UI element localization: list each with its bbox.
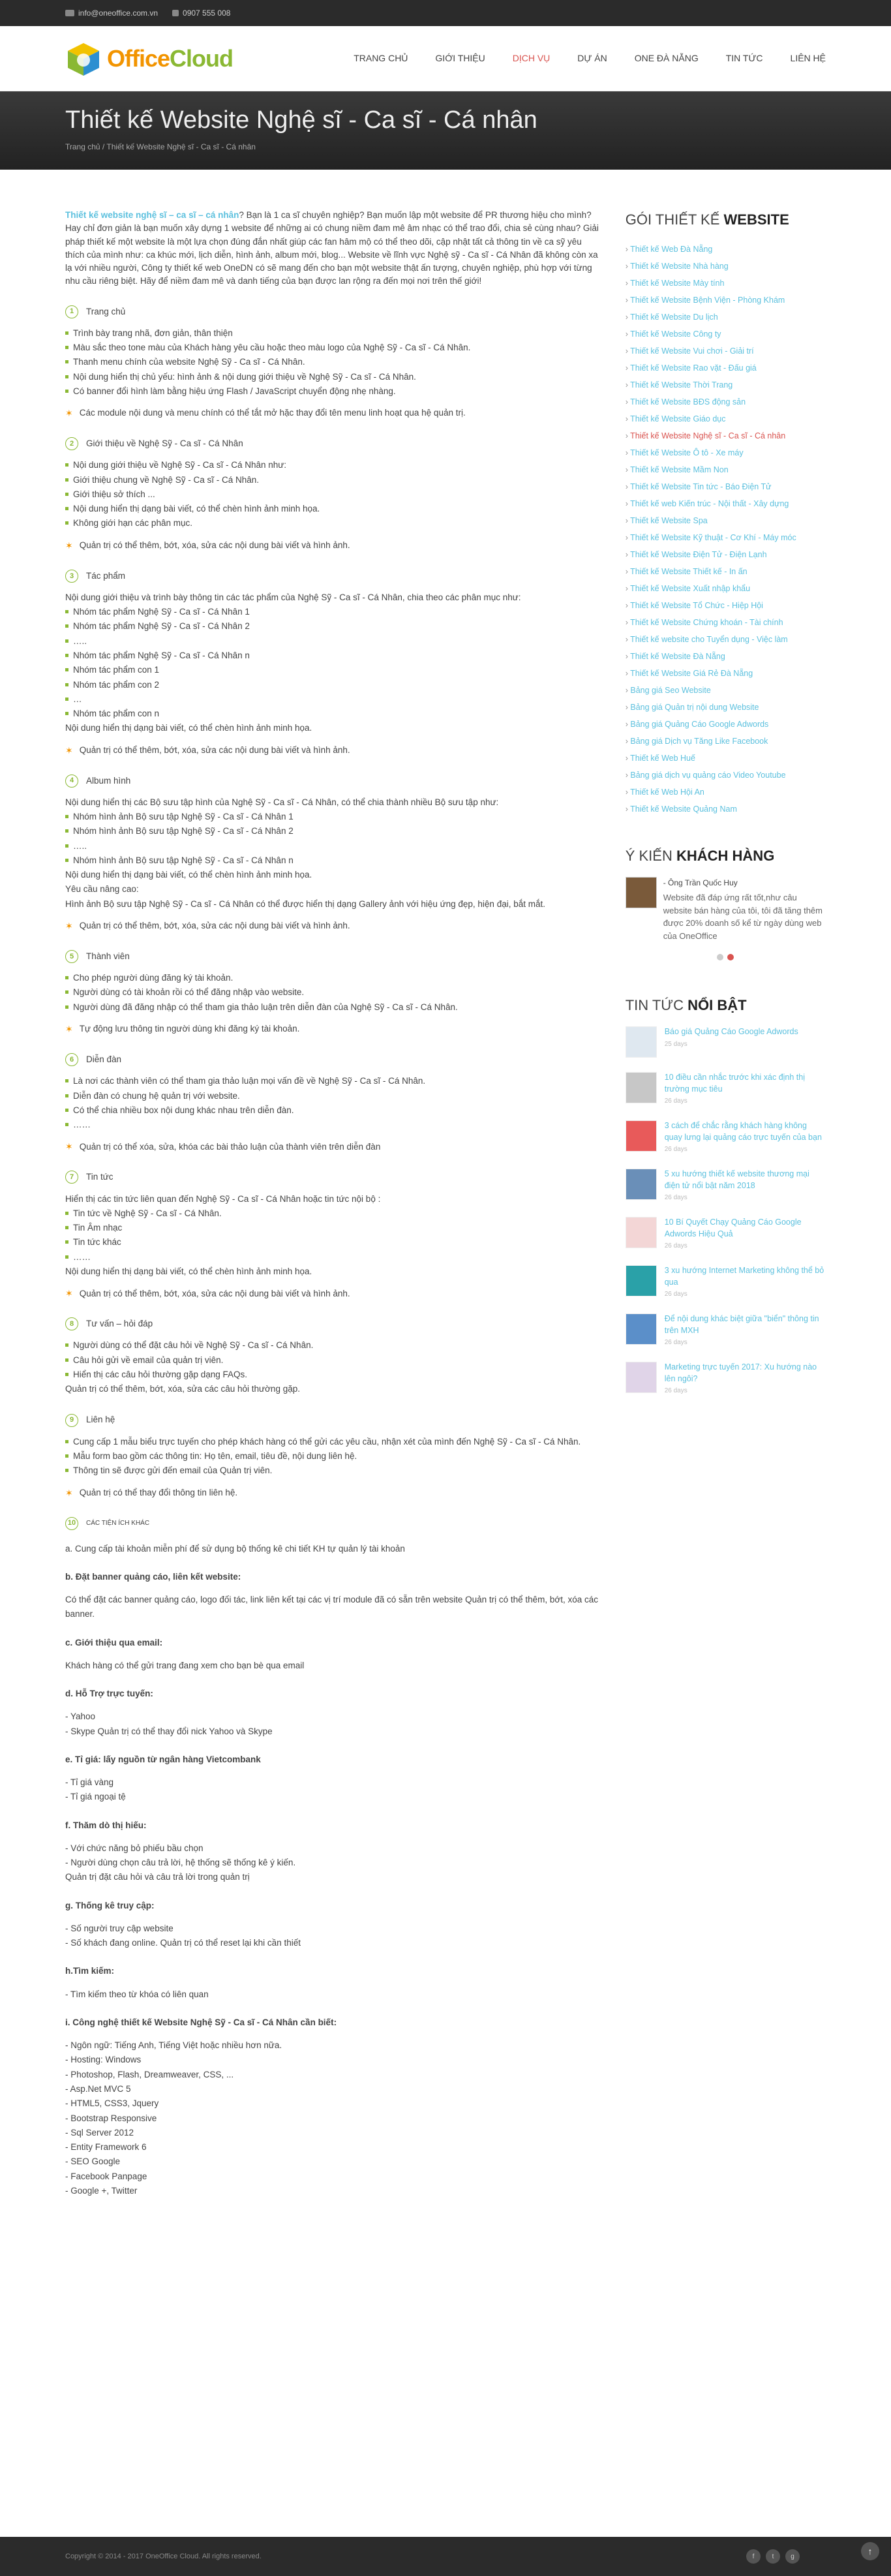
extra-line: - Số khách đang online. Quản trị có thể reset lại khi cần thiết <box>65 1938 301 1948</box>
news-title[interactable]: 3 xu hướng Internet Marketing không thể bỏ qua <box>664 1266 824 1287</box>
section-header <box>65 1413 602 1426</box>
sidebar-link[interactable]: › Thiết kế website cho Tuyển dụng - Việc làm <box>626 631 826 648</box>
section-list <box>65 605 602 721</box>
section-5 <box>65 950 602 1036</box>
section-6 <box>65 1053 602 1154</box>
list-item: Nội dung giới thiệu về Nghệ Sỹ - Ca sĩ - Cá Nhân như: <box>65 458 602 472</box>
nav-item[interactable]: TIN TỨC <box>725 53 763 63</box>
sidebar-link[interactable]: › Thiết kế Website Công ty <box>626 326 826 343</box>
list-item: Trình bày trang nhã, đơn giản, thân thiện <box>65 326 602 341</box>
sidebar-link[interactable]: › Thiết kế Website Quảng Nam <box>626 801 826 818</box>
list-item: Nội dung hiển thị chủ yếu: hình ảnh & nội dung giới thiệu về Nghệ Sỹ - Ca sĩ - Cá Nhân. <box>65 370 602 384</box>
note-text: Quản trị có thể thêm, bớt, xóa, sửa các nội dung bài viết và hình ảnh. <box>79 540 350 551</box>
admin-note <box>65 1022 602 1036</box>
section-number: 6 <box>65 1053 78 1066</box>
extra-line: - Photoshop, Flash, Dreamweaver, CSS, ... <box>65 2069 234 2079</box>
extra-line: - Skype Quản trị có thể thay đổi nick Yahoo và Skype <box>65 1726 273 1736</box>
section-header <box>65 305 602 318</box>
list-item: Màu sắc theo tone màu của Khách hàng yêu cầu hoặc theo màu logo của Nghệ Sỹ - Ca sĩ - Cá Nhân. <box>65 341 602 355</box>
extra-line: - Người dùng chọn câu trả lời, hệ thống sẽ thống kê ý kiến. <box>65 1858 296 1868</box>
nav-item[interactable]: DỰ ÁN <box>577 53 607 63</box>
news-thumbnail <box>626 1313 657 1345</box>
list-item: Tin Âm nhạc <box>65 1221 602 1235</box>
list-item: Có thể chia nhiều box nội dung khác nhau trên diễn đàn. <box>65 1103 602 1118</box>
sidebar-link[interactable]: › Thiết kế Website Mầm Non <box>626 461 826 478</box>
section-title: Tin tức <box>86 1172 113 1182</box>
list-item: Nhóm tác phẩm Nghệ Sỹ - Ca sĩ - Cá Nhân 2 <box>65 619 602 634</box>
list-item: Mẫu form bao gồm các thông tin: Họ tên, email, tiêu đề, nội dung liên hệ. <box>65 1449 602 1464</box>
section-title: CÁC TIỆN ÍCH KHÁC <box>86 1520 150 1527</box>
news-item[interactable] <box>626 1362 826 1396</box>
extra-line: - Entity Framework 6 <box>65 2142 147 2153</box>
extra-line: - SEO Google <box>65 2156 121 2167</box>
sidebar-link[interactable]: › Thiết kế Website Thiết kế - In ấn <box>626 563 826 580</box>
extra-line: - Tỉ giá ngoại tệ <box>65 1792 126 1802</box>
extra-heading: g. Thống kê truy cập: <box>65 1900 155 1910</box>
list-item: Nhóm tác phẩm con 2 <box>65 678 602 692</box>
news-thumbnail <box>626 1265 657 1296</box>
testimonial-title: Ý KIẾN KHÁCH HÀNG <box>625 848 775 864</box>
section-2 <box>65 437 602 553</box>
news-thumbnail <box>626 1072 657 1103</box>
list-item: Nhóm hình ảnh Bộ sưu tập Nghệ Sỹ - Ca sĩ - Cá Nhân n <box>65 853 602 868</box>
section-text: Hình ảnh Bộ sưu tập Nghệ Sỹ - Ca sĩ - Cá Nhân có thể được hiển thị dạng Gallery ảnh với hiệu ứng đẹp, hiện đại, bắt mắt. <box>65 898 545 909</box>
section-title: Tác phẩm <box>86 570 126 581</box>
sidebar-link[interactable]: › Thiết kế Website Mày tính <box>626 275 826 292</box>
admin-note <box>65 1486 602 1500</box>
section-text: Nội dung hiển thị dạng bài viết, có thể chèn hình ảnh minh họa. <box>65 870 312 880</box>
news-item[interactable] <box>626 1313 826 1347</box>
news-item[interactable] <box>626 1265 826 1299</box>
google-plus-icon[interactable]: g <box>785 2549 800 2564</box>
news-date: 26 days <box>664 1291 687 1298</box>
phone-icon <box>172 10 179 16</box>
extra-heading: b. Đặt banner quảng cáo, liên kết website: <box>65 1571 241 1582</box>
extra-line: - Yahoo <box>65 1711 96 1722</box>
cube-logo-icon <box>65 40 102 77</box>
sidebar-link[interactable]: › Thiết kế Website Rao vặt - Đấu giá <box>626 360 826 376</box>
extra-line: - Tìm kiếm theo từ khóa có liên quan <box>65 1989 209 1999</box>
section-3 <box>65 570 602 758</box>
news-item[interactable] <box>626 1217 826 1251</box>
extra-line: - Số người truy cập website <box>65 1923 174 1933</box>
facebook-icon[interactable]: f <box>746 2549 761 2564</box>
section-title: Giới thiệu về Nghệ Sỹ - Ca sĩ - Cá Nhân <box>86 438 243 449</box>
list-item: Không giới hạn các phân mục. <box>65 516 602 530</box>
sidebar-link[interactable]: › Thiết kế Website Nghệ sĩ - Ca sĩ - Cá nhân <box>626 427 826 444</box>
news-thumbnail <box>626 1169 657 1200</box>
news-item[interactable] <box>626 1072 826 1106</box>
section-list <box>65 1338 602 1382</box>
mail-icon <box>65 10 74 16</box>
extra-line: Khách hàng có thể gửi trang đang xem cho bạn bè qua email <box>65 1660 305 1670</box>
extra-heading: c. Giới thiệu qua email: <box>65 1637 163 1648</box>
list-item: Giới thiệu chung về Nghệ Sỹ - Ca sĩ - Cá Nhân. <box>65 473 602 487</box>
section-header <box>65 1053 602 1066</box>
section-header <box>65 1171 602 1184</box>
news-title[interactable]: Để nội dung khác biệt giữa "biển" thông tin trên MXH <box>664 1314 819 1335</box>
extra-heading: d. Hỗ Trợ trực tuyến: <box>65 1689 153 1699</box>
star-icon: ✶ <box>65 1288 73 1299</box>
sidebar-link[interactable]: › Thiết kế Website BĐS động sản <box>626 393 826 410</box>
list-item: Nhóm tác phẩm con n <box>65 707 602 721</box>
extra-heading: h.Tìm kiếm: <box>65 1966 115 1976</box>
breadcrumb[interactable]: Trang chủ / Thiết kế Website Nghệ sĩ - Ca sĩ - Cá nhân <box>65 142 256 151</box>
section-number: 9 <box>65 1414 78 1427</box>
section-title: Liên hệ <box>86 1415 115 1425</box>
nav-item[interactable]: GIỚI THIỆU <box>435 53 485 63</box>
page-title: Thiết kế Website Nghệ sĩ - Ca sĩ - Cá nhân <box>65 106 537 134</box>
list-item: Cho phép người dùng đăng ký tài khoản. <box>65 971 602 985</box>
page-banner <box>0 91 891 170</box>
section-text: Quản trị có thể thêm, bớt, xóa, sửa các câu hỏi thường gặp. <box>65 1384 300 1394</box>
news-date: 26 days <box>664 1146 687 1153</box>
section-header <box>65 950 602 963</box>
list-item: Tin tức về Nghệ Sỹ - Ca sĩ - Cá Nhân. <box>65 1206 602 1221</box>
section-text: Yêu cầu nâng cao: <box>65 884 139 895</box>
star-icon: ✶ <box>65 920 73 931</box>
extra-line: - Với chức năng bỏ phiếu bầu chọn <box>65 1843 204 1853</box>
section-list <box>65 1074 602 1132</box>
list-item: … <box>65 692 602 707</box>
list-item: Người dùng có thể đặt câu hỏi về Nghệ Sỹ - Ca sĩ - Cá Nhân. <box>65 1338 602 1353</box>
list-item: Hiển thị các câu hỏi thường gặp dạng FAQs. <box>65 1368 602 1382</box>
list-item: Nhóm tác phẩm Nghệ Sỹ - Ca sĩ - Cá Nhân n <box>65 649 602 663</box>
topbar-email[interactable]: info@oneoffice.com.vn <box>65 7 158 19</box>
sidebar-link[interactable]: › Thiết kế Website Giá Rẻ Đà Nẵng <box>626 665 826 682</box>
news-thumbnail <box>626 1026 657 1058</box>
sidebar-link[interactable]: › Thiết kế Website Thời Trang <box>626 376 826 393</box>
sidebar-link[interactable]: › Thiết kế Website Tin tức - Báo Điện Tử <box>626 478 826 495</box>
admin-note <box>65 406 602 420</box>
list-item: Người dùng có tài khoản rồi có thể đăng nhập vào website. <box>65 985 602 1000</box>
section-list <box>65 1206 602 1265</box>
news-date: 26 days <box>664 1194 687 1201</box>
news-item[interactable] <box>626 1169 826 1203</box>
list-item: Nhóm tác phẩm Nghệ Sỹ - Ca sĩ - Cá Nhân 1 <box>65 605 602 619</box>
sidebar-link[interactable]: › Thiết kế Website Kỹ thuật - Cơ Khí - Máy móc <box>626 529 826 546</box>
sidebar-title: GÓI THIẾT KẾ WEBSITE <box>625 211 789 228</box>
extra-heading: i. Công nghệ thiết kế Website Nghệ Sỹ - Ca sĩ - Cá Nhân cần biết: <box>65 2017 337 2027</box>
site-header <box>0 26 891 91</box>
sidebar-link[interactable]: › Thiết kế Website Xuất nhập khẩu <box>626 580 826 597</box>
section-text: Nội dung giới thiệu và trình bày thông tin các tác phẩm của Nghệ Sỹ - Ca sĩ - Cá Nhân, chia theo các phân mục như: <box>65 592 521 602</box>
note-text: Quản trị có thể thay đổi thông tin liên hệ. <box>79 1487 238 1497</box>
extra-line: - Sql Server 2012 <box>65 2127 134 2138</box>
sidebar-link[interactable]: › Thiết kế Website Chứng khoán - Tài chính <box>626 614 826 631</box>
sidebar-link[interactable]: › Thiết kế Website Ô tô - Xe máy <box>626 444 826 461</box>
section-8 <box>65 1317 602 1396</box>
news-item[interactable] <box>626 1026 826 1058</box>
list-item: …… <box>65 1250 602 1265</box>
extra-line: - Ngôn ngữ: Tiếng Anh, Tiếng Việt hoặc nhiều hơn nữa. <box>65 2040 282 2051</box>
star-icon: ✶ <box>65 1487 73 1498</box>
nav-item[interactable]: ONE ĐÀ NẴNG <box>634 53 699 63</box>
admin-note <box>65 1140 602 1154</box>
news-item[interactable] <box>626 1120 826 1154</box>
note-text: Quản trị có thể thêm, bớt, xóa, sửa các nội dung bài viết và hình ảnh. <box>79 1288 350 1298</box>
extra-heading: f. Thăm dò thị hiếu: <box>65 1820 147 1830</box>
section-10 <box>65 1517 602 1530</box>
news-title[interactable]: 10 điều cần nhắc trước khi xác định thị trường mục tiêu <box>664 1073 806 1094</box>
list-item: Thông tin sẽ được gửi đến email của Quản trị viên. <box>65 1464 602 1478</box>
section-number: 7 <box>65 1171 78 1184</box>
carousel-dots <box>626 954 826 960</box>
extra-line: a. Cung cấp tài khoản miễn phí để sử dụng bộ thống kê chi tiết KH tự quản lý tài khoản <box>65 1543 405 1554</box>
section-9 <box>65 1413 602 1499</box>
extra-line: - Tỉ giá vàng <box>65 1777 114 1788</box>
news-thumbnail <box>626 1120 657 1152</box>
sidebar-link[interactable]: › Thiết kế Website Tổ Chức - Hiệp Hội <box>626 597 826 614</box>
package-links <box>626 241 826 818</box>
main-nav <box>354 52 826 65</box>
sidebar-link[interactable]: › Thiết kế Web Đà Nẵng <box>626 241 826 258</box>
star-icon: ✶ <box>65 1023 73 1034</box>
extra-line: - Google +, Twitter <box>65 2185 138 2196</box>
section-header <box>65 437 602 450</box>
news-title: TIN TỨC NỔI BẬT <box>625 997 747 1013</box>
list-item: …… <box>65 1118 602 1132</box>
sidebar-link[interactable]: › Thiết kế Website Nhà hàng <box>626 258 826 275</box>
sidebar-link[interactable]: › Bảng giá dịch vụ quảng cáo Video Youtube <box>626 767 826 784</box>
sidebar-link[interactable]: › Thiết kế Website Du lịch <box>626 309 826 326</box>
section-number: 5 <box>65 950 78 963</box>
list-item: Là nơi các thành viên có thể tham gia thảo luận mọi vấn đề về Nghệ Sỹ - Ca sĩ - Cá Nhân. <box>65 1074 602 1088</box>
sidebar-link[interactable]: › Bảng giá Dịch vụ Tăng Like Facebook <box>626 733 826 750</box>
section-list <box>65 810 602 868</box>
news-title[interactable]: Marketing trực tuyến 2017: Xu hướng nào lên ngôi? <box>664 1362 817 1383</box>
carousel-dot[interactable] <box>717 954 723 960</box>
news-date: 25 days <box>664 1040 687 1048</box>
nav-item[interactable]: LIÊN HỆ <box>790 53 826 63</box>
extra-line: - Hosting: Windows <box>65 2055 142 2065</box>
section-title: Album hình <box>86 775 131 786</box>
footer <box>0 2537 891 2576</box>
admin-note <box>65 539 602 553</box>
extra-line: - Bootstrap Responsive <box>65 2113 157 2123</box>
section-title: Diễn đàn <box>86 1054 122 1064</box>
section-list <box>65 326 602 399</box>
sidebar-link[interactable]: › Thiết kế Website Bệnh Viện - Phòng Khám <box>626 292 826 309</box>
list-item: Câu hỏi gửi về email của quản trị viên. <box>65 1353 602 1368</box>
news-title[interactable]: 10 Bí Quyết Chạy Quảng Cáo Google Adwords Hiệu Quả <box>664 1218 802 1238</box>
sidebar-link[interactable]: › Thiết kế web Kiến trúc - Nội thất - Xây dựng <box>626 495 826 512</box>
nav-item[interactable]: DỊCH VỤ <box>512 53 551 63</box>
news-title[interactable]: 3 cách để chắc rằng khách hàng không quay lưng lại quảng cáo trực tuyến của bạn <box>664 1121 822 1142</box>
sidebar-link[interactable]: › Thiết kế Website Điện Tử - Điện Lạnh <box>626 546 826 563</box>
section-number: 10 <box>65 1517 78 1530</box>
list-item: Nhóm hình ảnh Bộ sưu tập Nghệ Sỹ - Ca sĩ - Cá Nhân 2 <box>65 824 602 838</box>
testimonial <box>626 845 826 960</box>
section-list <box>65 1435 602 1479</box>
news-date: 26 days <box>664 1339 687 1346</box>
news-title[interactable]: Báo giá Quảng Cáo Google Adwords <box>664 1027 798 1036</box>
section-text: Hiển thị các tin tức liên quan đến Nghệ Sỹ - Ca sĩ - Cá Nhân hoặc tin tức nội bộ : <box>65 1193 381 1204</box>
section-number: 3 <box>65 570 78 583</box>
featured-news <box>626 994 826 1396</box>
sidebar-link[interactable]: › Bảng giá Quảng Cáo Google Adwords <box>626 716 826 733</box>
extra-line: - Facebook Panpage <box>65 2171 147 2181</box>
section-number: 1 <box>65 305 78 318</box>
admin-note <box>65 1287 602 1300</box>
top-bar <box>0 0 891 26</box>
sidebar-link[interactable]: › Bảng giá Seo Website <box>626 682 826 699</box>
nav-item[interactable]: TRANG CHỦ <box>354 53 408 63</box>
star-icon: ✶ <box>65 744 73 756</box>
sidebar-link[interactable]: › Thiết kế Web Huế <box>626 750 826 767</box>
admin-note <box>65 744 602 758</box>
list-item: Người dùng đã đăng nhập có thể tham gia thảo luận trên diễn đàn của Nghệ Sỹ - Ca sĩ - Cá Nhân. <box>65 1000 602 1015</box>
section-number: 2 <box>65 437 78 450</box>
list-item: ….. <box>65 634 602 649</box>
list-item: Cung cấp 1 mẫu biểu trực tuyến cho phép khách hàng có thể gửi các yêu cầu, nhận xét của mình đến Nghệ Sỹ - Ca sĩ - Cá Nhân. <box>65 1435 602 1449</box>
news-date: 26 days <box>664 1242 687 1250</box>
list-item: Có banner đổi hình làm bằng hiệu ứng Flash / JavaScript chuyển động nhẹ nhàng. <box>65 384 602 399</box>
extra-line: - HTML5, CSS3, Jquery <box>65 2098 159 2109</box>
section-list <box>65 971 602 1015</box>
section-header <box>65 1317 602 1330</box>
list-item: Nội dung hiển thị dạng bài viết, có thể chèn hình ảnh minh họa. <box>65 502 602 516</box>
sidebar-link[interactable]: › Thiết kế Website Giáo dục <box>626 410 826 427</box>
sidebar-link[interactable]: › Bảng giá Quản trị nội dung Website <box>626 699 826 716</box>
main-content <box>65 209 602 2198</box>
section-title: Trang chủ <box>86 306 126 316</box>
extra-line: - Asp.Net MVC 5 <box>65 2084 131 2094</box>
copyright: Copyright © 2014 - 2017 OneOffice Cloud. All rights reserved. <box>65 2552 262 2560</box>
sidebar-link[interactable]: › Thiết kế Website Vui chơi - Giải trí <box>626 343 826 360</box>
section-text: Nội dung hiển thị dạng bài viết, có thể chèn hình ảnh minh họa. <box>65 723 312 733</box>
section-text: Nội dung hiển thị dạng bài viết, có thể chèn hình ảnh minh họa. <box>65 1266 312 1276</box>
note-text: Quản trị có thể thêm, bớt, xóa, sửa các nội dung bài viết và hình ảnh. <box>79 921 350 931</box>
news-date: 26 days <box>664 1387 687 1394</box>
note-text: Tự động lưu thông tin người dùng khi đăng ký tài khoản. <box>79 1024 300 1034</box>
section-header <box>65 774 602 788</box>
avatar <box>626 877 657 908</box>
list-item: Giới thiệu sở thích ... <box>65 487 602 502</box>
intro-paragraph: Thiết kế website nghệ sĩ – ca sĩ – cá nhân? Bạn là 1 ca sĩ chuyên nghiệp? Bạn muốn lập một website để PR thương hiệu cho mình? Hay chỉ đơn giản là bạn muốn xây dựng 1 website để những ai có chung niềm đam mê âm nhạc có thể trao đổi, chia sẻ cùng nhau? Giải pháp thiết kế một website là một lựa chọn đúng đắn nhất giúp các fan hâm mộ có thể theo dõi, cập nhật tất cả thông tin về ca sỹ yêu thích của mình như: ca khúc mới, lịch diễn, hình ảnh, album mới, blog... Website về lĩnh vực Nghệ sỹ - Ca sĩ - Cá Nhân đã không còn xa lạ với nhiều người, Công ty thiết kế web OneDN có sẽ mang đến cho bạn một website thật ấn tượng, chuyên nghiệp, phù hợp với từng nhu cầu riêng biệt. Hãy để niềm đam mê và danh tiếng của bạn được lan rộng ra đến mọi nơi trên thế giới! <box>65 210 599 286</box>
logo-text: OfficeCloud <box>107 44 234 72</box>
list-item: Diễn đàn có chung hệ quản trị với website. <box>65 1089 602 1103</box>
extra-line: Có thể đặt các banner quảng cáo, logo đối tác, link liên kết tại các vị trí module đã có sẵn trên website Quản trị có thể thêm, bớt, xóa các banner. <box>65 1595 599 1619</box>
section-number: 4 <box>65 774 78 788</box>
list-item: Thanh menu chính của website Nghệ Sỹ - Ca sĩ - Cá Nhân. <box>65 355 602 369</box>
extra-line: Quản trị đặt câu hỏi và câu trả lời trong quản trị <box>65 1872 250 1882</box>
list-item: Nhóm hình ảnh Bộ sưu tập Nghệ Sỹ - Ca sĩ - Cá Nhân 1 <box>65 810 602 824</box>
section-list <box>65 458 602 530</box>
section-1 <box>65 305 602 421</box>
star-icon: ✶ <box>65 540 73 551</box>
sidebar <box>626 209 826 2198</box>
logo[interactable] <box>65 40 233 77</box>
topbar-phone[interactable]: 0907 555 008 <box>172 7 230 19</box>
back-to-top-button[interactable]: ↑ <box>861 2542 879 2560</box>
news-title[interactable]: 5 xu hướng thiết kế website thương mại điện tử nổi bật năm 2018 <box>664 1169 809 1190</box>
section-7 <box>65 1171 602 1300</box>
carousel-dot-active[interactable] <box>727 954 734 960</box>
section-4 <box>65 774 602 933</box>
section-title: Thành viên <box>86 951 130 961</box>
admin-note <box>65 919 602 933</box>
star-icon: ✶ <box>65 1141 73 1152</box>
sidebar-link[interactable]: › Thiết kế Website Spa <box>626 512 826 529</box>
testimonial-author: - Ông Trần Quốc Huy <box>663 878 738 887</box>
twitter-icon[interactable]: t <box>766 2549 780 2564</box>
section-title: Tư vấn – hỏi đáp <box>86 1319 153 1329</box>
testimonial-quote: Website đã đáp ứng rất tốt,như câu website bán hàng của tôi, tôi đã tăng thêm được 20% doanh số kể từ ngày dùng web của OneOffice <box>663 893 823 941</box>
section-number: 8 <box>65 1317 78 1330</box>
list-item: Nhóm tác phẩm con 1 <box>65 663 602 677</box>
news-thumbnail <box>626 1362 657 1393</box>
star-icon: ✶ <box>65 408 73 419</box>
extra-heading: e. Tỉ giá: lấy nguồn từ ngân hàng Vietcombank <box>65 1754 261 1764</box>
list-item: Tin tức khác <box>65 1235 602 1250</box>
sidebar-link[interactable]: › Thiết kế Website Đà Nẵng <box>626 648 826 665</box>
section-header <box>65 570 602 583</box>
note-text: Các module nội dung và menu chính có thể tắt mở hặc thay đổi tên menu linh hoạt qua hệ quản trị. <box>79 408 466 418</box>
news-date: 26 days <box>664 1097 687 1105</box>
sidebar-link[interactable]: › Thiết kế Web Hội An <box>626 784 826 801</box>
list-item: ….. <box>65 839 602 853</box>
note-text: Quản trị có thể thêm, bớt, xóa, sửa các nội dung bài viết và hình ảnh. <box>79 744 350 755</box>
news-thumbnail <box>626 1217 657 1248</box>
section-text: Nội dung hiển thị các Bộ sưu tập hình của Nghệ Sỹ - Ca sĩ - Cá Nhân, có thể chia thành nhiều Bộ sưu tập như: <box>65 797 499 807</box>
note-text: Quản trị có thể xóa, sửa, khóa các bài thảo luận của thành viên trên diễn đàn <box>79 1141 381 1152</box>
